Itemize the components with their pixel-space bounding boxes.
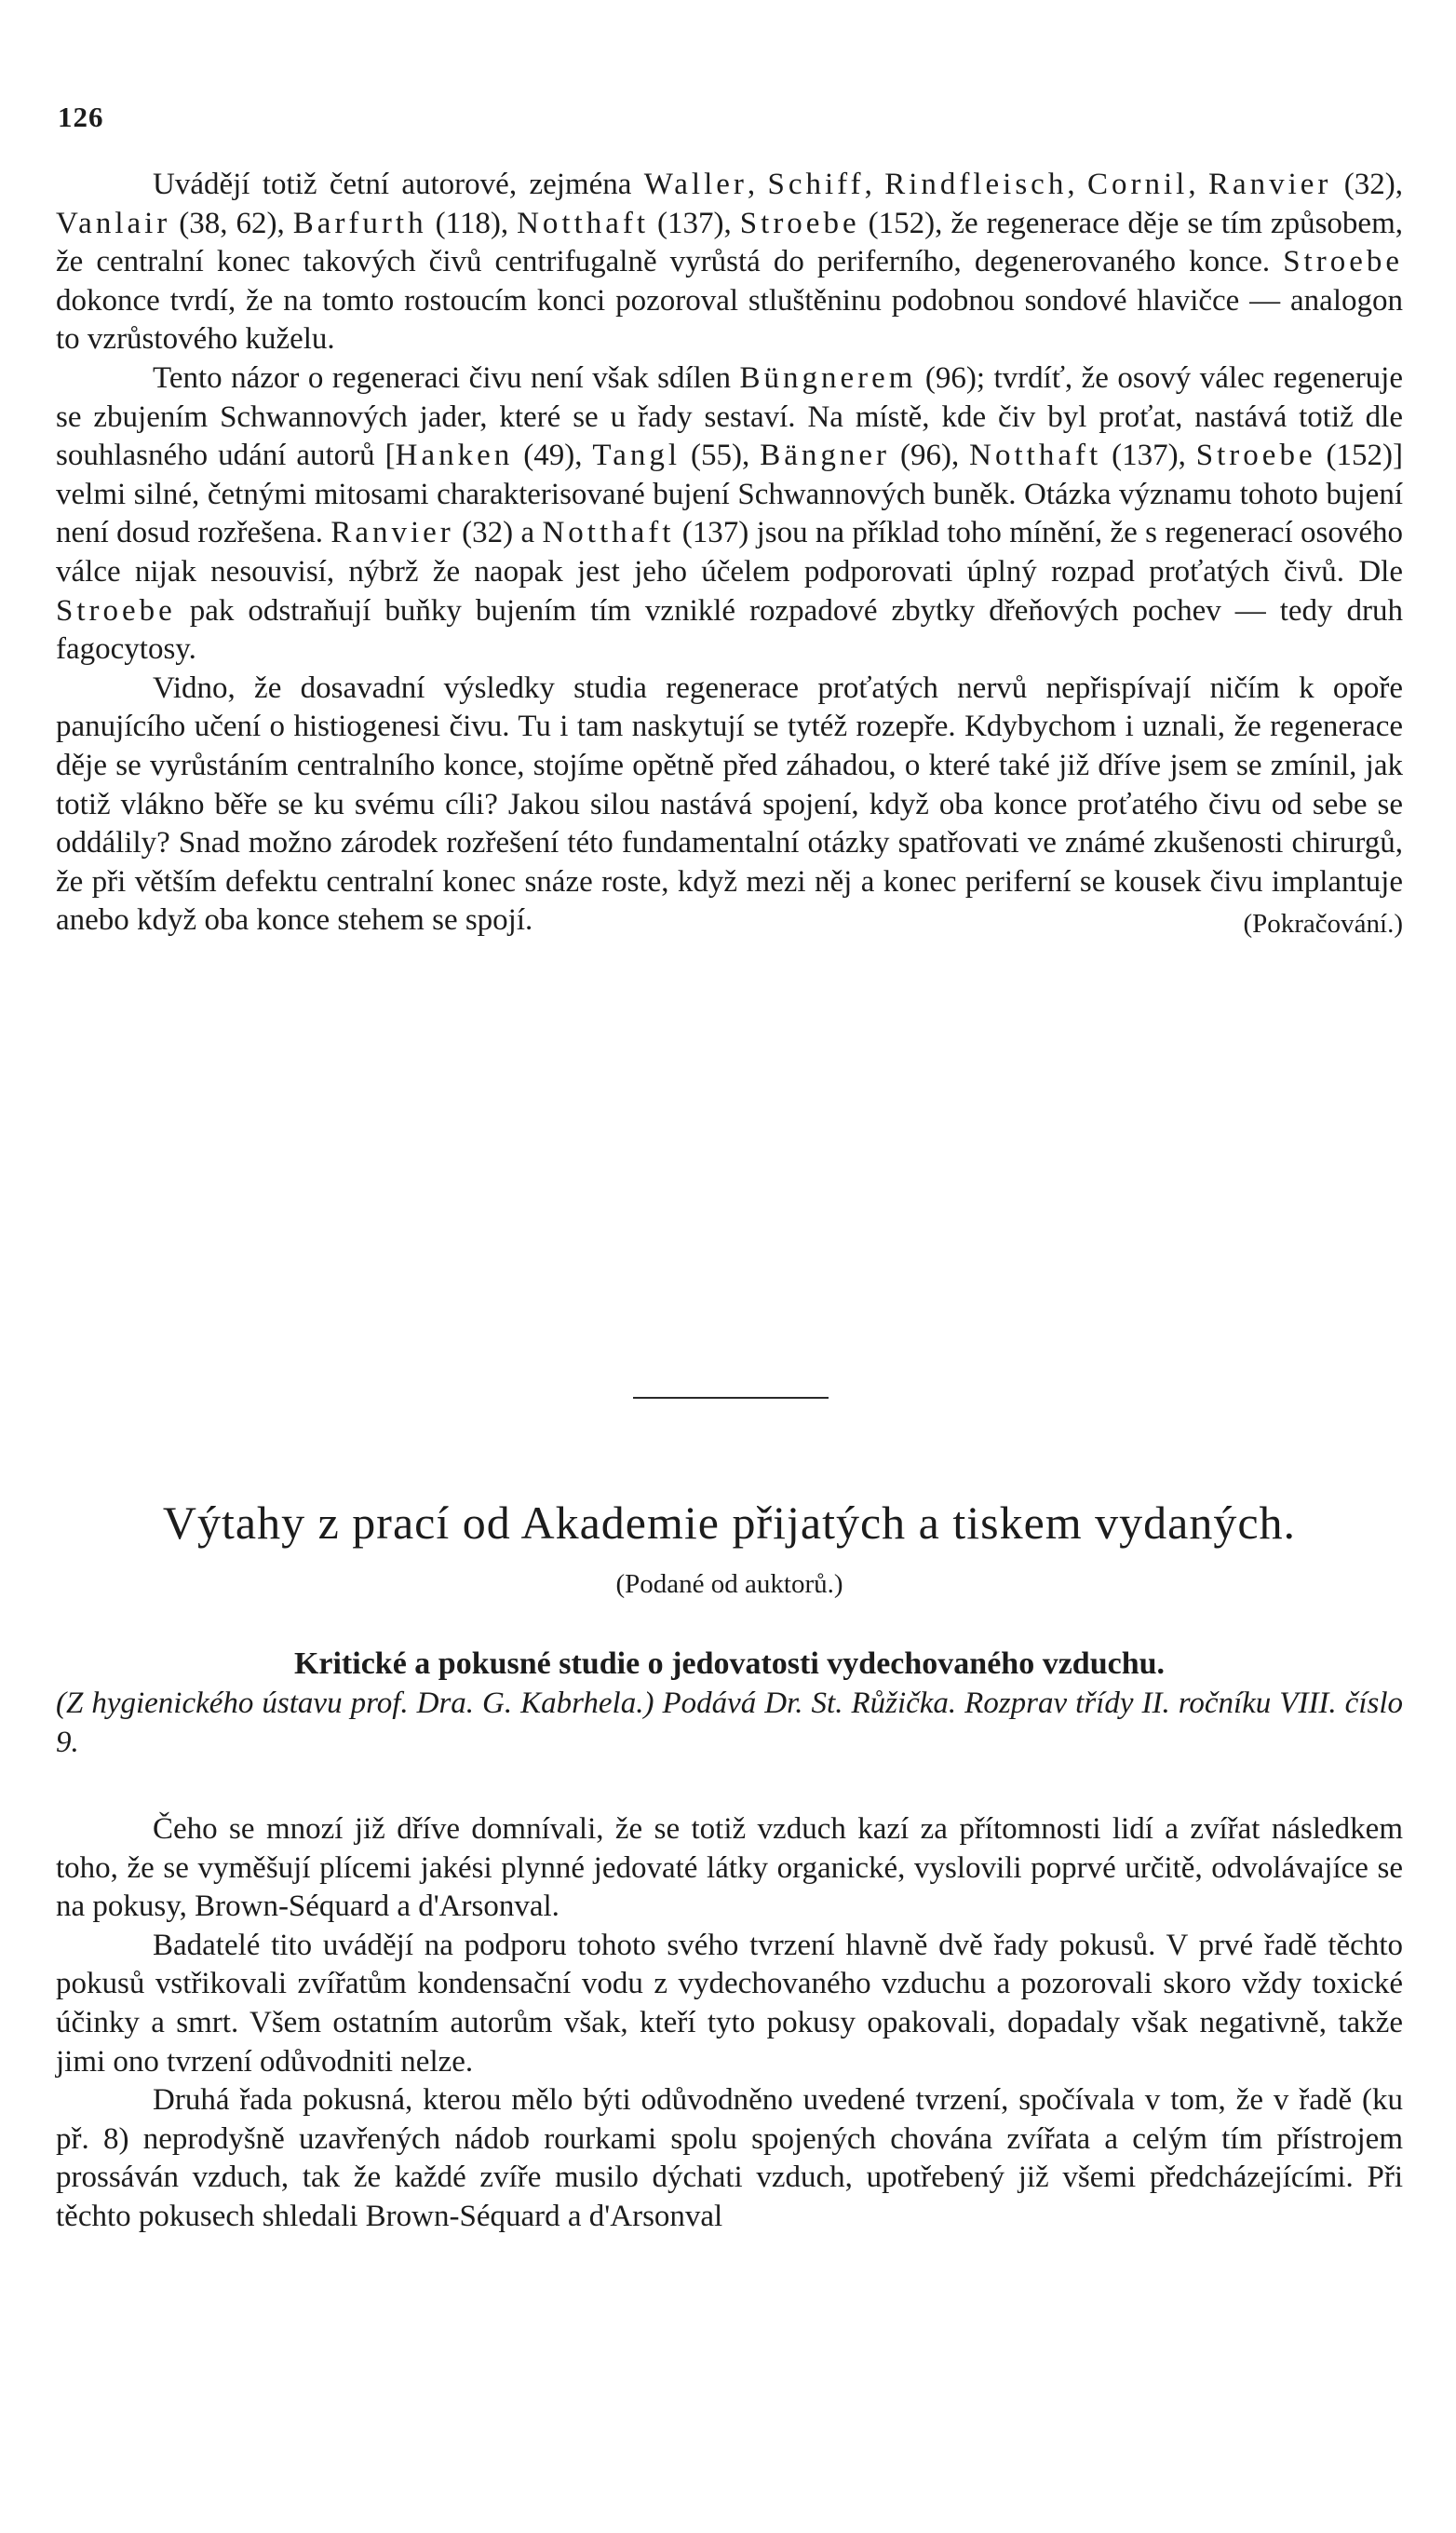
paragraph-intro: Čeho se mnozí již dříve domnívali, že se totiž vzduch kazí za přítomnosti lidí a zvířat následkem toho, že se vyměšují plícemi jakési plynné jedovaté látky organické, vyslovili poprvé určitě, odvolávajíce se na pokusy, Brown-Séquard a d'Arsonval.: [56, 1812, 1403, 1924]
continuation-note: (Pokračování.): [1243, 909, 1403, 940]
paragraph-second-series: Druhá řada pokusná, kterou mělo býti odůvodněno uvedené tvrzení, spočívala v tom, že v řadě (ku př. 8) neprodyšně uzavřených nádob rourkami spolu spojených chována zvířata a celým tím přístrojem prossáván vzduch, tak že každé zvíře musilo dýchati vzduch, upotřebený již všemi předcházejícími. Při těchto pokusech shledali Brown-Séquard a d'Arsonval: [56, 2083, 1403, 2233]
author-name: Notthaft: [969, 439, 1102, 473]
author-name: Cornil: [1086, 168, 1189, 201]
author-name: Brown-Séquard: [195, 1890, 390, 1924]
author-name: Vanlair: [56, 206, 171, 240]
author-name: Tangl: [592, 439, 681, 473]
author-name: Rindfleisch: [884, 168, 1068, 201]
page-number: 126: [58, 101, 104, 133]
author-name: Hanken: [395, 439, 514, 473]
section-heading: Výtahy z prací od Akademie přijatých a tiskem vydaných.: [162, 1497, 1297, 1549]
article-title: Kritické a pokusné studie o jedovatosti vydechovaného vzduchu.: [293, 1646, 1166, 1681]
article-body: [56, 1810, 1403, 2237]
author-name: Waller: [643, 168, 748, 201]
paragraph-conclusion: Vidno, že dosavadní výsledky studia regenerace proťatých nervů nepřispívají ničím k opoře panujícího učení o histiogenesi čivu. Tu i tam naskytují se tytéž rozepře. Kdybychom i uznali, že regenerace děje se vyrůstáním centralního konce, stojíme opětně před záhadou, o které také již dříve jsem se zmínil, jak totiž vlákno běře se ku svému cíli? Jakou silou nastává spojení, když oba konce proťatého čivu od sebe se oddálily? Snad možno zárodek rozřešení této fundamentalní otázky spatřovati ve známé zkušenosti chirurgů, že při větším defektu centralní konec snáze roste, když mezi něj a konec periferní se kousek čivu implantuje anebo když oba konce stehem se spojí. (Pokračování.): [56, 670, 1403, 941]
author-name: Barfurth: [292, 206, 427, 240]
author-name: Ranvier: [1207, 168, 1332, 201]
author-name: Schiff: [767, 168, 865, 201]
top-section: [56, 166, 1403, 944]
author-name: Stroebe: [56, 593, 176, 628]
author-name: Büngnerem: [739, 360, 917, 395]
author-name: Notthaft: [542, 516, 675, 550]
author-name: Brown-Séquard: [365, 2199, 560, 2233]
section-divider: [633, 1397, 829, 1399]
author-name: Stroebe: [739, 206, 860, 240]
paragraph-bungner-view: Tento názor o regeneraci čivu není však sdílen Büngnerem (96); tvrdíť, že osový válec regeneruje se zbujením Schwannových jader, které se u řady sestaví. Na místě, kde čiv byl proťat, nastává totiž dle souhlasného udání autorů [Hanken (49), Tangl (55), Bängner (96), Notthaft (137), Stroebe (152)] velmi silné, četnými mitosami charakterisované bujení Schwannových buněk. Otázka významu tohoto bujení není dosud rozřešena. Ranvier (32) a Notthaft (137) jsou na příklad toho mínění, že s regenerací osového válce nijak nesouvisí, nýbrž že naopak jest jeho účelem podporovati úplný rozpad proťatých čivů. Dle Stroebe pak odstraňují buňky bujením tím vzniklé rozpadové zbytky dřeňových pochev — tedy druh fagocytosy.: [56, 360, 1404, 667]
paragraph-regeneration-theories: Uvádějí totiž četní autorové, zejména Waller, Schiff, Rindfleisch, Cornil, Ranvier (32), Vanlair (38, 62), Barfurth (118), Notthaft (137), Stroebe (152), že regenerace děje se tím způsobem, že centralní konec takových čivů centrifugalně vyrůstá do periferního, degenerovaného konce. Stroebe dokonce tvrdí, že na tomto rostoucím konci pozoroval stluštěninu podobnou sondové hlavičce — analogon to vzrůstového kuželu.: [56, 168, 1404, 357]
article-source: (Z hygienického ústavu prof. Dra. G. Kabrhela.) Podává Dr. St. Růžička. Rozprav třídy II. ročníku VIII. číslo 9.: [56, 1686, 1403, 1759]
author-name: Ranvier: [330, 516, 454, 550]
author-name: Stroebe: [1283, 245, 1403, 279]
author-name: Stroebe: [1195, 439, 1316, 473]
author-name: Notthaft: [517, 206, 650, 240]
paragraph-first-series: Badatelé tito uvádějí na podporu tohoto svého tvrzení hlavně dvě řady pokusů. V prvé řadě těchto pokusů vstřikovali zvířatům kondensační vodu z vydechovaného vzduchu a pozorovali skoro vždy toxické účinky a smrt. Všem ostatním autorům však, kteří tyto pokusy opakovali, dopadaly však negativně, takže jimi ono tvrzení odůvodniti nelze.: [56, 1928, 1403, 2079]
author-name: d'Arsonval: [418, 1890, 552, 1924]
author-name: Bängner: [760, 439, 891, 473]
author-name: d'Arsonval: [588, 2199, 723, 2233]
section-subheading: (Podané od auktorů.): [615, 1569, 843, 1599]
